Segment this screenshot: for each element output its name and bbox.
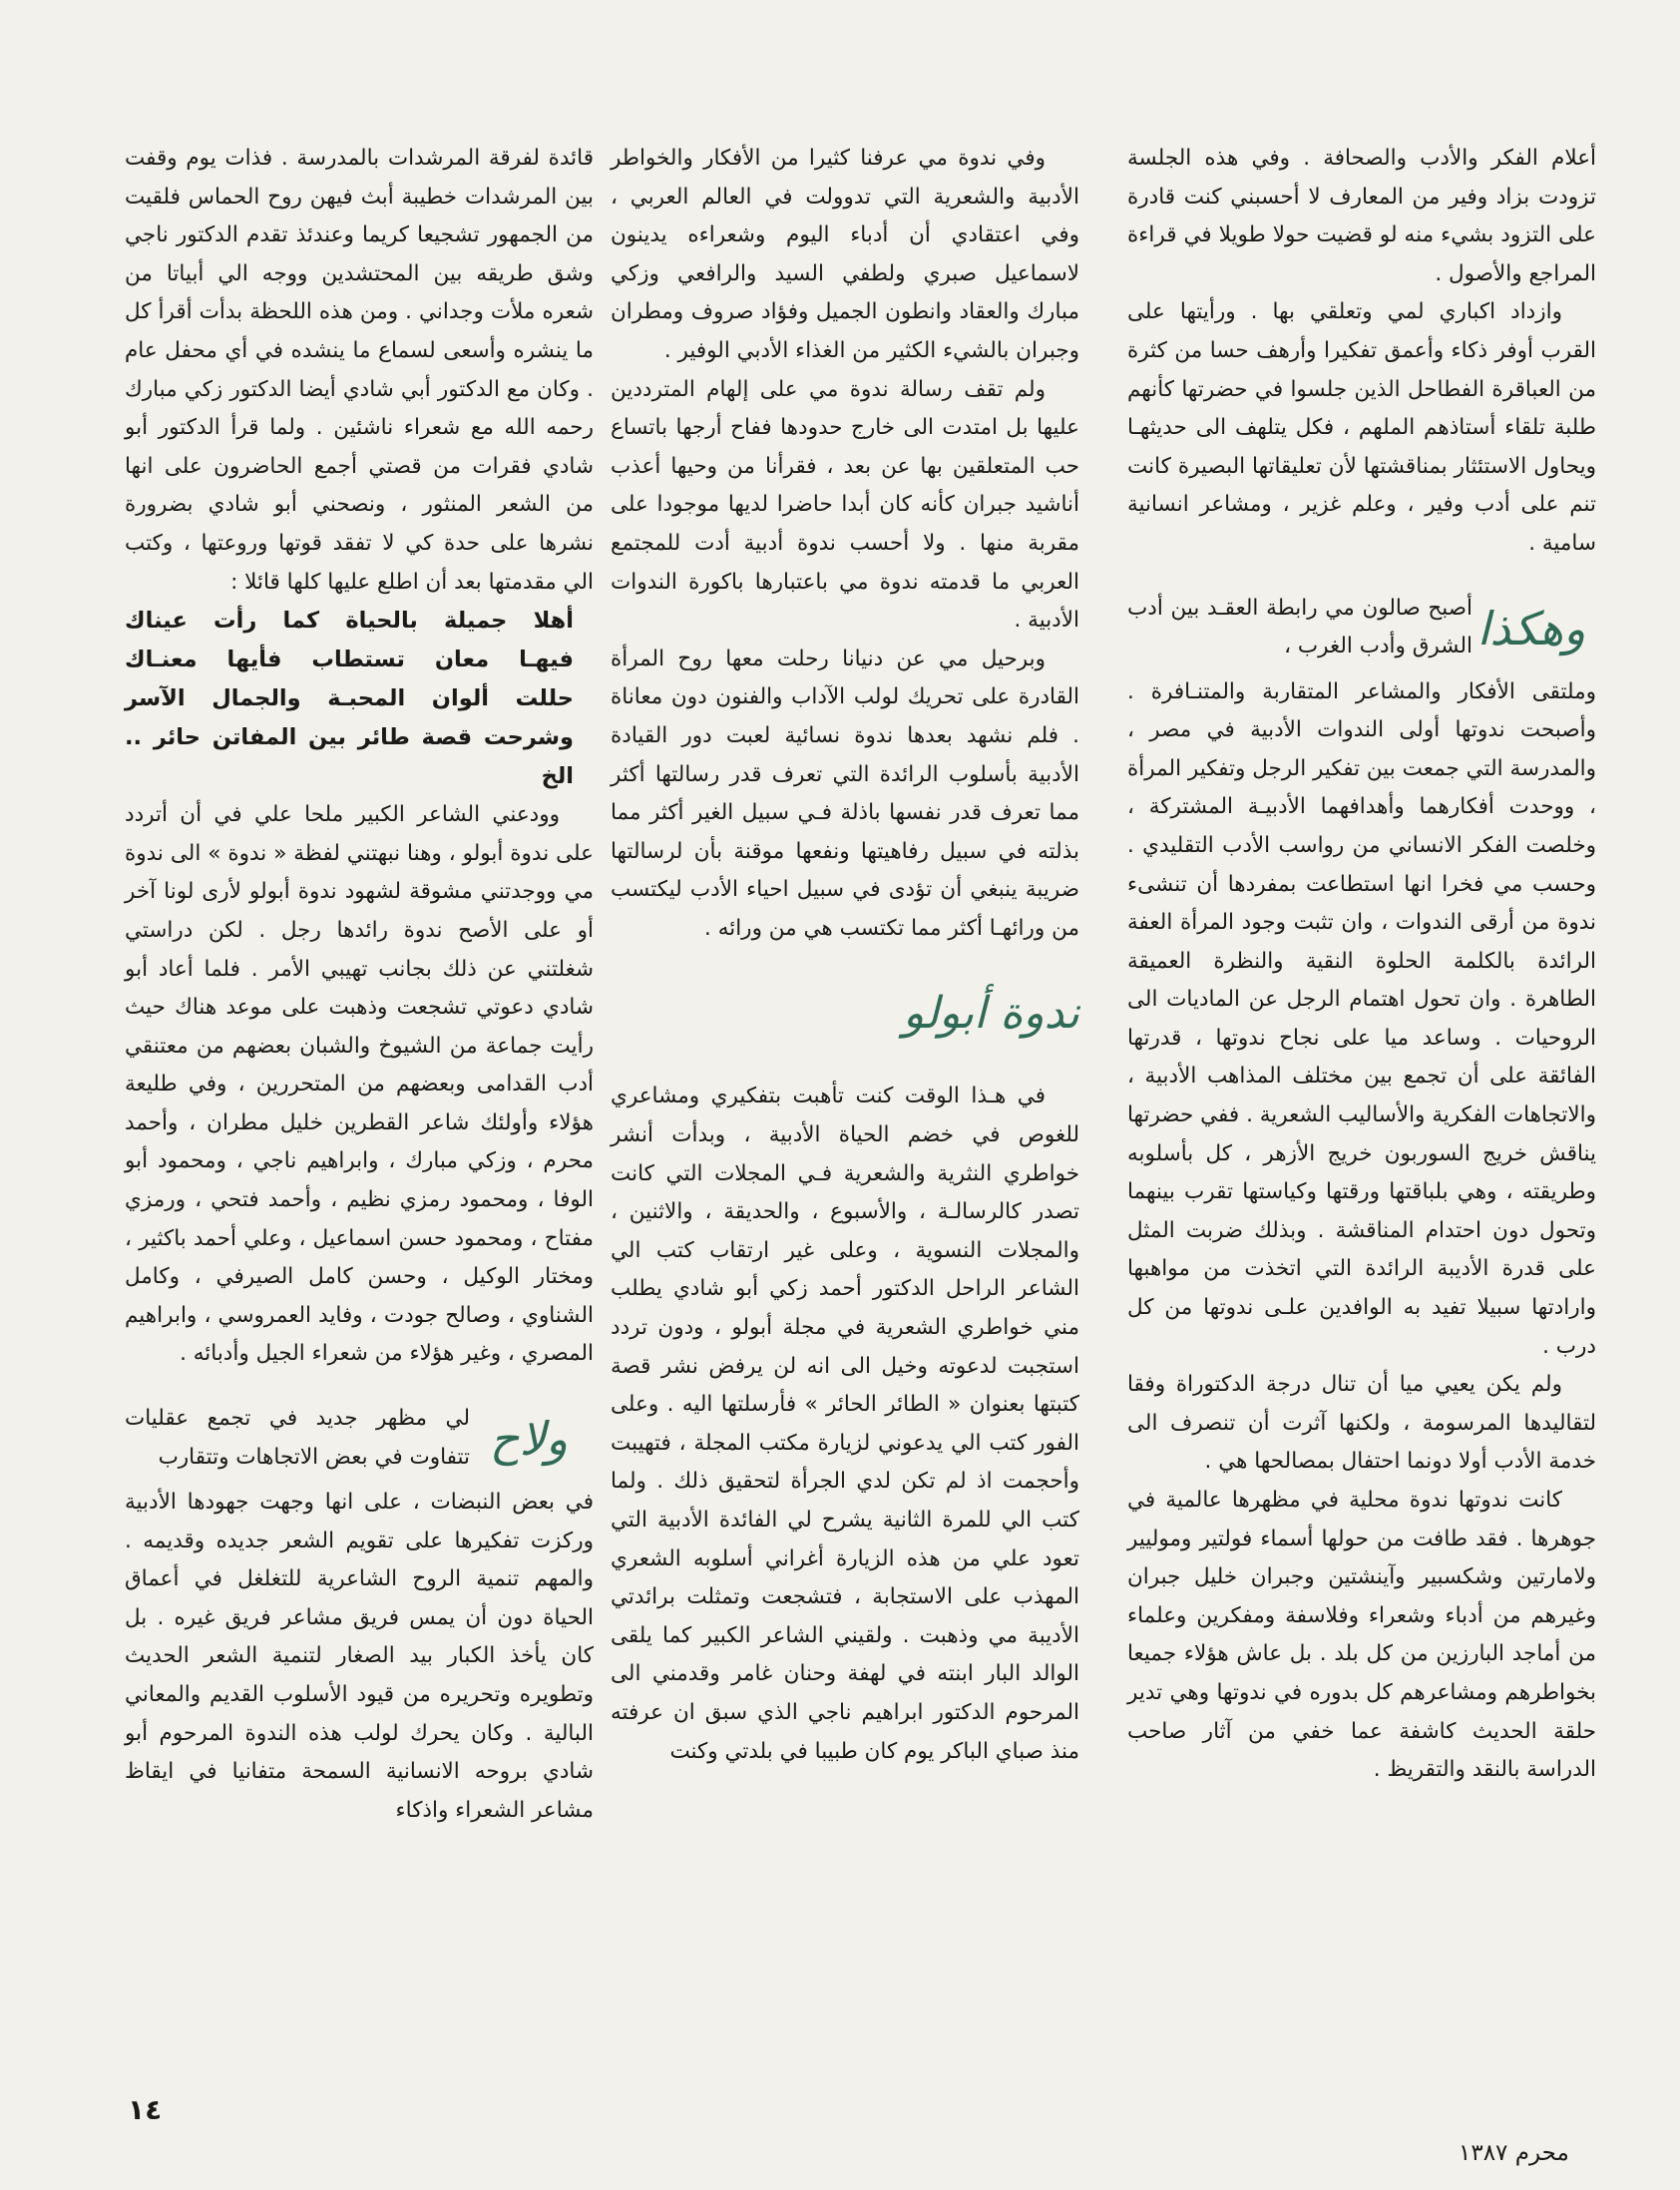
text-column-right (1127, 140, 1596, 2095)
dropcap-block (1127, 590, 1596, 667)
text-column-middle (611, 140, 1079, 2095)
poem-line: وشرحت قصة طائر بين المفاتن حائر .. الخ (125, 724, 574, 790)
section-heading: ندوة أبولو (903, 988, 1079, 1040)
poem-block (125, 602, 594, 796)
dropcap-ornament-word: ولاح (489, 1412, 569, 1467)
dropcap-text: لي مظهر جديد في تجمع عقليات تتفاوت في بعض الاتجاهات وتتقارب (125, 1406, 470, 1470)
text-column-left (125, 140, 594, 2095)
paragraph: كانت ندوتها ندوة محلية في مظهرها عالمية في جوهرها . فقد طافت من حولها أسماء فولتير وموليير ولامارتين وشكسبير وآينشتين وجبران خليل جبران وغيرهم من أدباء وشعراء وفلاسفة ومفكرين وعلماء من أماجد البارزين من كل بلد . بل عاش هؤلاء جميعا بخواطرهم ومشاعرهم كل بدوره في ندوتها وهي تدير حلقة الحديث كاشفة عما خفي من آثار صاحب الدراسة بالنقد والتقريظ . (1127, 1488, 1596, 1783)
page-number: ١٤ (128, 2093, 163, 2126)
paragraph: في هـذا الوقت كنت تأهبت بتفكيري ومشاعري للغوص في خضم الحياة الأدبية ، وبدأت أنشر خواطري النثرية والشعرية فـي المجلات التي كانت تصدر كالرسالـة ، والأسبوع ، والحديقة ، والاثنين ، والمجلات النسوية ، وعلى غير ارتقاب كتب الي الشاعر الراحل الدكتور أحمد زكي أبو شادي يطلب مني خواطري الشعرية في مجلة أبولو ، ودون تردد استجبت لدعوته وخيل الى انه لن يرفض نشر قصة كتبتها بعنوان « الطائر الحائر » فأرسلتها اليه . وعلى الفور كتب الي يدعوني لزيارة مكتب المجلة ، فتهيبت وأحجمت اذ لم تكن لدي الجرأة لتحقيق ذلك . ولما كتب الي للمرة الثانية يشرح لي الفائدة الأدبية التي تعود علي من هذه الزيارة أغراني أسلوبه الشعري المهذب على الاستجابة ، فتشجعت وتمثلت برائدتي الأديبة مي وذهبت . ولقيني الشاعر الكبير كما يلقى الوالد البار ابنته في لهفة وحنان غامر وقدمني الى المرحوم الدكتور ابراهيم ناجي الذي سبق ان عرفته منذ صباي الباكر يوم كان طبيبا في بلدتي وكنت (611, 1084, 1079, 1764)
issue-date: محرم ١٣٨٧ (1459, 2140, 1569, 2166)
poem-line: حللت ألوان المحبـة والجمال الآسر (125, 685, 574, 712)
paragraph: وازداد اكباري لمي وتعلقي بها . ورأيتها على القرب أوفر ذكاء وأعمق تفكيرا وأرهف حسا من كثرة من العباقرة الفطاحل الذين جلسوا في حضرتها كأنهم طلبة تلقاء أستاذهم الملهم ، فكل يتلهف الى حديثهـا ويحاول الاستئثار بمناقشتها لأن تعليقاتها البصيرة كانت تنم على أدب وفير ، وعلم غزير ، ومشاعر انسانية سامية . (1127, 299, 1596, 556)
dropcap-ornament-word: وهكذا (1476, 601, 1586, 656)
paragraph: في بعض النبضات ، على انها وجهت جهودها الأدبية وركزت تفكيرها على تقويم الشعر جديده وقديمه . والمهم تنمية الروح الشاعرية للتغلغل في أعماق الحياة دون أن يمس فريق مشاعر فريق غيره . بل كان يأخذ الكبار بيد الصغار لتنمية الشعر الحديث وتطويره وتحريره من قيود الأسلوب القديم والمعاني البالية . وكان يحرك لولب هذه الندوة المرحوم أبو شادي بروحه الانسانية السمحة متفانيا في ايقاظ مشاعر الشعراء واذكاء (125, 1490, 594, 1823)
paragraph: وبرحيل مي عن دنيانا رحلت معها روح المرأة القادرة على تحريك لولب الآداب والفنون دون معاناة . فلم نشهد بعدها ندوة نسائية لعبت دور القيادة الأدبية بأسلوب الرائدة التي تعرف قدر رسالتها أكثر مما تعرف قدر نفسها باذلة فـي سبيل الغير أكثر مما بذلته في سبيل رفاهيتها ونفعها موقنة بأن لرسالتها ضريبة ينبغي أن تؤدى في سبيل احياء الأدب ليكتسب من ورائهـا أكثر مما تكتسب هي من ورائه . (611, 646, 1079, 941)
dropcap-block (125, 1400, 594, 1478)
paragraph: ولم تقف رسالة ندوة مي على إلهام المترددين عليها بل امتدت الى خارج حدودها ففاح أرجها باتساع حب المتعلقين بها عن بعد ، فقرأنا من وحيها أعذب أناشيد جبران كأنه كان أبدا حاضرا لديها موجودا على مقربة منها . ولا أحسب ندوة أدبية أدت للمجتمع العربي ما قدمته ندوة مي باعتبارها باكورة الندوات الأدبية . (611, 376, 1079, 634)
poem-line: أهلا جميلة بالحياة كما رأت عيناك (125, 608, 574, 635)
paragraph: ولم يكن يعيي ميا أن تنال درجة الدكتوراة وفقا لتقاليدها المرسومة ، ولكنها آثرت أن تنصرف الى خدمة الأدب أولا دونما احتفال بمصالحها هي . (1127, 1372, 1596, 1475)
paragraph: أعلام الفكر والأدب والصحافة . وفي هذه الجلسة تزودت بزاد وفير من المعارف لا أحسبني كنت قادرة على التزود بشيء منه لو قضيت حولا طويلا في قراءة المراجع والأصول . (1127, 146, 1596, 286)
paragraph: وفي ندوة مي عرفنا كثيرا من الأفكار والخواطر الأدبية والشعرية التي تدوولت في العالم العربي ، وفي اعتقادي أن أدباء اليوم وشعراءه يدينون لاسماعيل صبري ولطفي السيد والرافعي وزكي مبارك والعقاد وانطون الجميل وفؤاد صروف ومطران وجبران بالشيء الكثير من الغذاء الأدبي الوفير . (611, 146, 1079, 363)
poem-line: فيهـا معان تستطاب فأيها معنـاك (125, 647, 574, 673)
dropcap-text: أصبح صالون مي رابطة العقـد بين أدب الشرق وأدب الغرب ، (1127, 595, 1472, 659)
paragraph: قائدة لفرقة المرشدات بالمدرسة . فذات يوم وقفت بين المرشدات خطيبة أبث فيهن روح الحماس فلقيت من الجمهور تشجيعا كريما وعندئذ تقدم الدكتور ناجي وشق طريقه بين المحتشدين ووجه الي أبياتا من شعره ملأت وجداني . ومن هذه اللحظة بدأت أقرأ كل ما ينشره وأسعى لسماع ما ينشده في أي محفل عام . وكان مع الدكتور أبي شادي أيضا الدكتور زكي مبارك رحمه الله مع شعراء ناشئين . ولما قرأ الدكتور أبو شادي فقرات من قصتي أجمع الحاضرون على انها من الشعر المنثور ، ونصحني أبو شادي بضرورة نشرها على حدة كي لا تفقد قوتها وروعتها ، وكتب الي مقدمتها بعد أن اطلع عليها كلها قائلا : (125, 146, 594, 595)
paragraph: وملتقى الأفكار والمشاعر المتقاربة والمتنـافرة . وأصبحت ندوتها أولى الندوات الأدبية في مصر ، والمدرسة التي جمعت بين تفكير الرجل وتفكير المرأة ، ووحدت أفكارهما وأهدافهما الأدبيـة المشتركة ، وخلصت الفكر الانساني من رواسب الأدب التقليدي . وحسب مي فخرا انها استطاعت بمفردها أن تنشىء ندوة من أرقى الندوات ، وان تثبت وجود المرأة العفة الرائدة بالكلمة الحلوة النقية والنظرة العميقة الطاهرة . وان تحول اهتمام الرجل عن الماديات الى الروحيات . وساعد ميا على نجاح ندوتها ، قدرتها الفائقة على أن تجمع بين مختلف المذاهب الأدبية ، والاتجاهات الفكرية والأساليب الشعرية . ففي حضرتها يناقش خريج السوربون خريج الأزهر ، كل بأسلوبه وطريقته ، وهي بلباقتها ورقتها وكياستها تقرب بينهما وتحول دون احتدام المناقشة . وبذلك ضربت المثل على قدرة الأديبة الرائدة التي اتخذت من مواهبها وارادتها سبيلا تفيد به الوافدين علـى ندوتها من كل درب . (1127, 678, 1596, 1359)
paragraph: وودعني الشاعر الكبير ملحا علي في أن أتردد على ندوة أبولو ، وهنا نبهتني لفظة « ندوة » الى ندوة مي ووجدتني مشوقة لشهود ندوة أبولو لأرى لونا آخر أو على الأصح ندوة رائدها رجل . لكن دراستي شغلتني عن ذلك بجانب تهيبي الأمر . فلما أعاد أبو شادي دعوتي تشجعت وذهبت على موعد هناك حيث رأيت جماعة من الشيوخ والشبان بعضهم من معتنقي أدب القدامى وبعضهم من المتحررين ، وفي طليعة هؤلاء وأولئك شاعر القطرين خليل مطران ، وأحمد محرم ، وزكي مبارك ، وابراهيم ناجي ، ومحمود أبو الوفا ، ومحمود رمزي نظيم ، وأحمد فتحي ، ورمزي مفتاح ، ومحمود حسن اسماعيل ، وعلي أحمد باكثير ، ومختار الوكيل ، وحسن كامل الصيرفي ، وكامل الشناوي ، وصالح جودت ، وفايد العمروسي ، وابراهيم المصري ، وغير هؤلاء من شعراء الجيل وأدبائه . (125, 802, 594, 1367)
